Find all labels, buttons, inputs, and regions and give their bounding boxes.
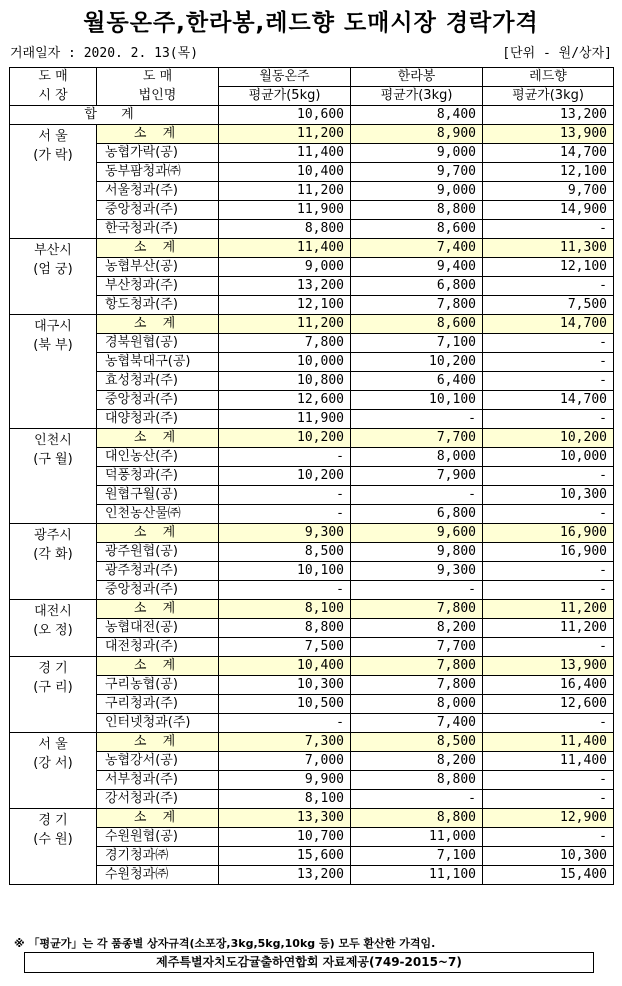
table-row [10,771,614,790]
subtotal-label: 소 계 [97,600,219,619]
market-name-cell [10,809,97,885]
corp-name: 동부팜청과㈜ [97,163,219,182]
market-name-cell [10,125,97,239]
table-row [10,847,614,866]
market-name: 서 울 [38,737,68,752]
price-value: - [483,277,614,296]
price-value: - [351,410,483,429]
subtotal-value: 11,200 [219,315,351,334]
price-value: 13,200 [219,866,351,885]
price-value: 8,100 [219,790,351,809]
market-name-cell [10,315,97,429]
corp-name: 농협대전(공) [97,619,219,638]
price-value: 9,700 [351,163,483,182]
header-row-2 [10,87,614,106]
price-value: - [351,486,483,505]
subtotal-label: 소 계 [97,239,219,258]
table-row [10,220,614,239]
market-area: (구 월) [33,452,73,467]
header-col2-sub: 평균가(3kg) [351,87,483,106]
header-corp-bottom: 법인명 [97,87,219,106]
market-area: (구 리) [33,680,73,695]
price-value: - [219,486,351,505]
corp-name: 중앙청과(주) [97,201,219,220]
subtotal-row [10,315,614,334]
page-title: 월동온주,한라봉,레드향 도매시장 경락가격 [83,10,539,36]
table-row [10,676,614,695]
price-value: 8,000 [351,448,483,467]
subtotal-value: 11,400 [219,239,351,258]
corp-name: 구리농협(공) [97,676,219,695]
price-value: 10,200 [351,353,483,372]
table-row [10,353,614,372]
market-name: 서 울 [38,129,68,144]
price-value: - [219,714,351,733]
subtotal-label: 소 계 [97,657,219,676]
subtotal-value: 8,900 [351,125,483,144]
header-col2: 한라봉 [351,68,483,87]
corp-name: 인천농산물㈜ [97,505,219,524]
subtotal-row [10,600,614,619]
price-value: 15,400 [483,866,614,885]
table-row [10,638,614,657]
market-area: (북 부) [33,338,73,353]
table-row [10,543,614,562]
price-value: - [483,771,614,790]
header-market-bottom: 시 장 [10,87,97,106]
price-value: - [483,828,614,847]
subtotal-value: 7,400 [351,239,483,258]
market-name: 경 기 [38,813,68,828]
subtotal-value: 7,800 [351,657,483,676]
table-row [10,714,614,733]
price-value: - [483,372,614,391]
corp-name: 한국청과(주) [97,220,219,239]
table-row [10,467,614,486]
price-value: 9,000 [351,144,483,163]
subtotal-value: 16,900 [483,524,614,543]
price-value: 14,700 [483,391,614,410]
market-name-cell [10,524,97,600]
corp-name: 원협구월(공) [97,486,219,505]
price-value: 12,100 [483,163,614,182]
table-row [10,277,614,296]
subtotal-row [10,125,614,144]
subtotal-value: 10,200 [219,429,351,448]
corp-name: 대전청과(주) [97,638,219,657]
subtotal-row [10,733,614,752]
price-value: 8,200 [351,752,483,771]
price-value: 9,000 [219,258,351,277]
price-value: 10,300 [483,847,614,866]
subtotal-value: 8,100 [219,600,351,619]
corp-name: 경북원협(공) [97,334,219,353]
market-area: (각 화) [33,547,73,562]
table-row [10,562,614,581]
subtotal-value: 7,300 [219,733,351,752]
subtotal-value: 8,500 [351,733,483,752]
subtotal-label: 소 계 [97,429,219,448]
market-name: 경 기 [38,661,68,676]
subtotal-label: 소 계 [97,315,219,334]
header-row-1 [10,68,614,87]
table-row [10,296,614,315]
table-row [10,163,614,182]
table-row [10,866,614,885]
price-value: 8,500 [219,543,351,562]
price-value: 9,900 [219,771,351,790]
subtotal-value: 7,700 [351,429,483,448]
corp-name: 수원청과㈜ [97,866,219,885]
subtotal-value: 11,200 [219,125,351,144]
price-value: 12,600 [219,391,351,410]
price-value: 16,900 [483,543,614,562]
market-name: 인천시 [34,433,72,448]
table-row [10,334,614,353]
subtotal-row [10,429,614,448]
meta-bar [10,42,612,60]
price-value: 8,000 [351,695,483,714]
price-value: 16,400 [483,676,614,695]
subtotal-label: 소 계 [97,125,219,144]
price-value: 7,100 [351,334,483,353]
table-row [10,828,614,847]
price-value: 10,800 [219,372,351,391]
price-value: - [483,220,614,239]
subtotal-value: 7,800 [351,600,483,619]
header-market-top: 도 매 [10,68,97,87]
price-value: 10,300 [219,676,351,695]
corp-name: 수원원협(공) [97,828,219,847]
price-value: 8,600 [351,220,483,239]
subtotal-value: 14,700 [483,315,614,334]
source-footer: 제주특별자치도감귤출하연합회 자료제공(749-2015~7) [24,952,594,973]
header-col1-sub: 평균가(5kg) [219,87,351,106]
corp-name: 농협북대구(공) [97,353,219,372]
price-value: 14,900 [483,201,614,220]
price-value: 10,400 [219,163,351,182]
table-row [10,201,614,220]
header-col3: 레드향 [483,68,614,87]
subtotal-row [10,657,614,676]
price-value: 7,800 [351,296,483,315]
market-name: 대전시 [34,604,72,619]
total-value: 8,400 [351,106,483,125]
market-name: 부산시 [34,243,72,258]
price-value: - [483,714,614,733]
price-value: 7,500 [483,296,614,315]
price-value: - [483,505,614,524]
market-name: 광주시 [34,528,72,543]
total-value: 13,200 [483,106,614,125]
corp-name: 구리청과(주) [97,695,219,714]
subtotal-value: 13,900 [483,125,614,144]
header-col3-sub: 평균가(3kg) [483,87,614,106]
price-value: 9,300 [351,562,483,581]
price-value: - [219,581,351,600]
price-value: 11,200 [483,619,614,638]
price-value: 11,100 [351,866,483,885]
corp-name: 광주청과(주) [97,562,219,581]
header-corp-top: 도 매 [97,68,219,87]
market-name-cell [10,733,97,809]
table-row [10,505,614,524]
market-area: (오 정) [33,623,73,638]
price-value: 7,800 [219,334,351,353]
price-value: - [219,448,351,467]
market-area: (강 서) [33,756,73,771]
table-row [10,695,614,714]
corp-name: 강서청과(주) [97,790,219,809]
table-row [10,448,614,467]
price-value: 10,700 [219,828,351,847]
subtotal-row [10,524,614,543]
price-value: 9,700 [483,182,614,201]
price-value: 10,000 [483,448,614,467]
price-value: 9,000 [351,182,483,201]
market-area: (가 락) [33,148,73,163]
price-value: 12,100 [483,258,614,277]
price-value: 8,200 [351,619,483,638]
corp-name: 농협가락(공) [97,144,219,163]
table-row [10,752,614,771]
table-row [10,391,614,410]
subtotal-value: 11,200 [483,600,614,619]
price-value: 7,700 [351,638,483,657]
corp-name: 인터넷청과(주) [97,714,219,733]
table-body [10,106,614,885]
price-value: - [351,790,483,809]
market-name-cell [10,429,97,524]
market-name: 대구시 [34,319,72,334]
subtotal-value: 8,600 [351,315,483,334]
corp-name: 농협강서(공) [97,752,219,771]
price-value: 8,800 [351,201,483,220]
price-value: 8,800 [219,619,351,638]
price-value: 11,900 [219,410,351,429]
price-value: - [483,790,614,809]
corp-name: 부산청과(주) [97,277,219,296]
price-value: 7,100 [351,847,483,866]
price-value: - [483,581,614,600]
subtotal-row [10,239,614,258]
corp-name: 효성청과(주) [97,372,219,391]
price-value: - [483,334,614,353]
market-name-cell [10,239,97,315]
price-value: 10,100 [351,391,483,410]
subtotal-label: 소 계 [97,733,219,752]
price-value: 7,400 [351,714,483,733]
price-value: 10,500 [219,695,351,714]
trade-date: 거래일자 : 2020. 2. 13(목) [10,46,199,61]
price-value: 11,900 [219,201,351,220]
price-value: 11,200 [219,182,351,201]
price-value: 11,400 [219,144,351,163]
subtotal-value: 11,300 [483,239,614,258]
header-col1: 월동온주 [219,68,351,87]
corp-name: 서울청과(주) [97,182,219,201]
price-value: 15,600 [219,847,351,866]
table-row [10,619,614,638]
subtotal-row [10,809,614,828]
subtotal-value: 8,800 [351,809,483,828]
price-value: 6,400 [351,372,483,391]
corp-name: 경기청과㈜ [97,847,219,866]
corp-name: 대인농산(주) [97,448,219,467]
corp-name: 중앙청과(주) [97,581,219,600]
price-value: 13,200 [219,277,351,296]
unit-label: [단위 - 원/상자] [502,46,612,61]
price-value: 10,100 [219,562,351,581]
price-value: 7,500 [219,638,351,657]
corp-name: 항도청과(주) [97,296,219,315]
market-area: (엄 궁) [33,262,73,277]
corp-name: 서부청과(주) [97,771,219,790]
price-value: 6,800 [351,505,483,524]
price-value: 9,800 [351,543,483,562]
table-row [10,486,614,505]
table-row [10,581,614,600]
price-value: - [483,410,614,429]
corp-name: 농협부산(공) [97,258,219,277]
subtotal-value: 12,900 [483,809,614,828]
total-row [10,106,614,125]
total-label: 합 계 [10,106,219,125]
price-value: - [483,467,614,486]
subtotal-value: 13,300 [219,809,351,828]
table-row [10,372,614,391]
subtotal-value: 9,600 [351,524,483,543]
price-value: 11,400 [483,752,614,771]
total-value: 10,600 [219,106,351,125]
price-value: 7,900 [351,467,483,486]
price-table [9,67,614,885]
market-name-cell [10,600,97,657]
subtotal-label: 소 계 [97,524,219,543]
subtotal-label: 소 계 [97,809,219,828]
subtotal-value: 9,300 [219,524,351,543]
corp-name: 대양청과(주) [97,410,219,429]
price-value: 12,100 [219,296,351,315]
table-row [10,410,614,429]
price-value: 14,700 [483,144,614,163]
price-value: - [483,562,614,581]
subtotal-value: 13,900 [483,657,614,676]
price-value: - [219,505,351,524]
table-row [10,144,614,163]
price-value: 8,800 [351,771,483,790]
price-value: - [483,353,614,372]
corp-name: 광주원협(공) [97,543,219,562]
subtotal-value: 11,400 [483,733,614,752]
price-value: 7,800 [351,676,483,695]
table-row [10,182,614,201]
price-value: 10,200 [219,467,351,486]
table-row [10,258,614,277]
price-value: 8,800 [219,220,351,239]
price-value: 10,300 [483,486,614,505]
subtotal-value: 10,200 [483,429,614,448]
price-value: - [483,638,614,657]
footnote: ※ 「평균가」는 각 품종별 상자규격(소포장,3kg,5kg,10kg 등) 모두 환산한 가격임. [14,937,436,950]
corp-name: 중앙청과(주) [97,391,219,410]
price-value: 9,400 [351,258,483,277]
market-name-cell [10,657,97,733]
price-value: 7,000 [219,752,351,771]
table-row [10,790,614,809]
corp-name: 덕풍청과(주) [97,467,219,486]
market-area: (수 원) [33,832,73,847]
price-value: 10,000 [219,353,351,372]
price-value: 11,000 [351,828,483,847]
subtotal-value: 10,400 [219,657,351,676]
price-value: - [351,581,483,600]
price-value: 12,600 [483,695,614,714]
price-value: 6,800 [351,277,483,296]
